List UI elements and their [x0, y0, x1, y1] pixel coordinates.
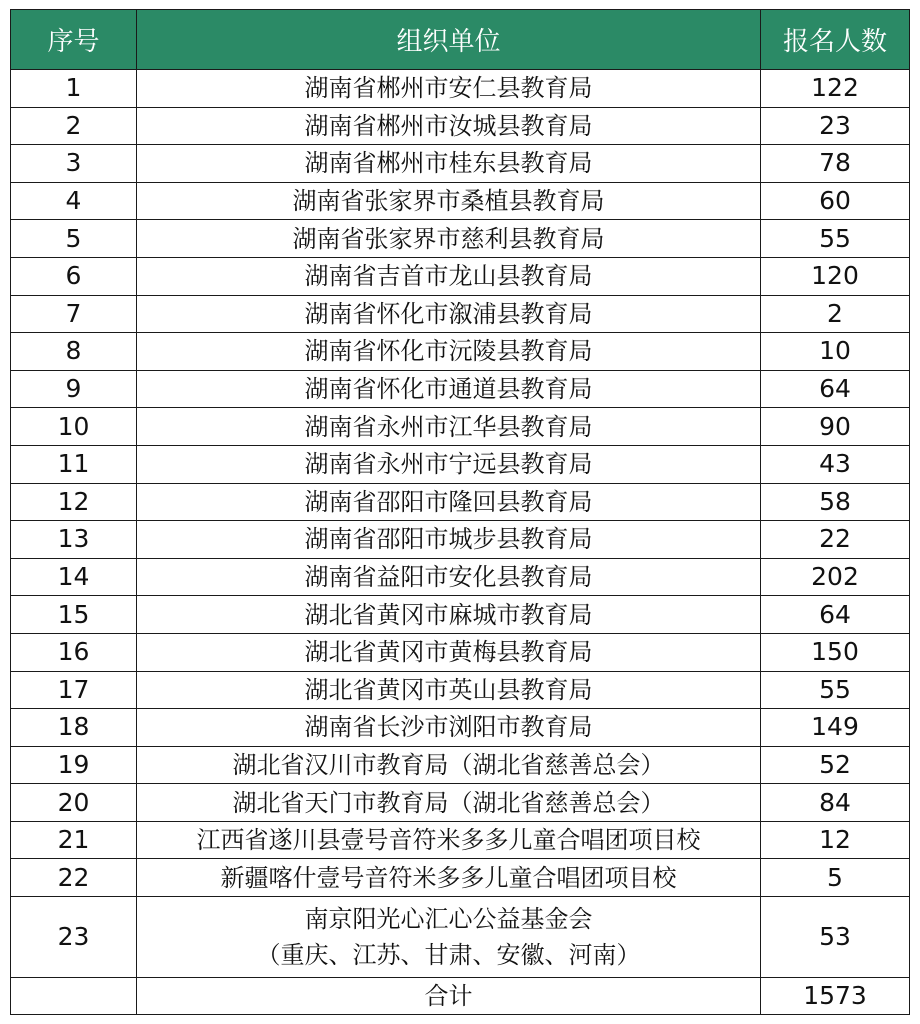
cell-index: 4	[11, 182, 137, 220]
table-row	[11, 633, 910, 671]
cell-org: 湖南省邵阳市城步县教育局	[137, 521, 761, 559]
cell-index: 21	[11, 821, 137, 859]
table-row	[11, 295, 910, 333]
cell-count: 78	[761, 145, 910, 183]
cell-count: 149	[761, 709, 910, 747]
cell-org: 湖南省怀化市溆浦县教育局	[137, 295, 761, 333]
cell-index: 7	[11, 295, 137, 333]
cell-count: 64	[761, 370, 910, 408]
cell-org: 湖南省永州市宁远县教育局	[137, 445, 761, 483]
cell-org: 湖南省怀化市沅陵县教育局	[137, 333, 761, 371]
table-row	[11, 333, 910, 371]
cell-count: 122	[761, 70, 910, 108]
header-index: 序号	[11, 10, 137, 70]
table-row	[11, 107, 910, 145]
registration-table	[10, 9, 910, 1015]
cell-count: 84	[761, 784, 910, 822]
cell-index: 15	[11, 596, 137, 634]
table-row	[11, 445, 910, 483]
table-row	[11, 859, 910, 897]
total-count: 1573	[761, 978, 910, 1015]
cell-index: 20	[11, 784, 137, 822]
table-row	[11, 483, 910, 521]
table-row	[11, 521, 910, 559]
cell-index: 22	[11, 859, 137, 897]
table-row	[11, 671, 910, 709]
cell-org: 湖南省怀化市通道县教育局	[137, 370, 761, 408]
cell-org: 江西省遂川县壹号音符米多多儿童合唱团项目校	[137, 821, 761, 859]
cell-org: 湖北省天门市教育局（湖北省慈善总会）	[137, 784, 761, 822]
table-row	[11, 821, 910, 859]
cell-org-line2: （重庆、江苏、甘肃、安徽、河南）	[256, 941, 641, 970]
cell-index: 5	[11, 220, 137, 258]
cell-org: 湖北省黄冈市黄梅县教育局	[137, 633, 761, 671]
cell-org: 湖南省长沙市浏阳市教育局	[137, 709, 761, 747]
cell-index: 2	[11, 107, 137, 145]
cell-index: 9	[11, 370, 137, 408]
cell-org-line1: 南京阳光心汇心公益基金会	[304, 905, 593, 934]
cell-count: 23	[761, 107, 910, 145]
cell-index: 1	[11, 70, 137, 108]
cell-count: 43	[761, 445, 910, 483]
cell-index: 14	[11, 558, 137, 596]
table-row	[11, 408, 910, 446]
table-row	[11, 596, 910, 634]
table-row	[11, 709, 910, 747]
total-index-empty	[11, 978, 137, 1015]
cell-org: 湖南省吉首市龙山县教育局	[137, 257, 761, 295]
table-row	[11, 182, 910, 220]
table-row	[11, 558, 910, 596]
table-header-row	[11, 10, 910, 70]
total-label: 合计	[137, 978, 761, 1015]
cell-org: 湖南省张家界市桑植县教育局	[137, 182, 761, 220]
cell-count: 52	[761, 746, 910, 784]
header-org: 组织单位	[137, 10, 761, 70]
cell-count: 58	[761, 483, 910, 521]
cell-index: 17	[11, 671, 137, 709]
total-row	[11, 978, 910, 1015]
cell-count: 53	[761, 897, 910, 978]
cell-count: 12	[761, 821, 910, 859]
cell-org	[137, 897, 761, 978]
cell-org: 湖北省黄冈市麻城市教育局	[137, 596, 761, 634]
cell-index: 6	[11, 257, 137, 295]
table-row	[11, 220, 910, 258]
cell-count: 64	[761, 596, 910, 634]
cell-org: 湖南省益阳市安化县教育局	[137, 558, 761, 596]
table-row	[11, 370, 910, 408]
cell-count: 120	[761, 257, 910, 295]
cell-index: 13	[11, 521, 137, 559]
cell-count: 60	[761, 182, 910, 220]
cell-org: 湖南省郴州市桂东县教育局	[137, 145, 761, 183]
cell-org: 湖南省郴州市汝城县教育局	[137, 107, 761, 145]
cell-count: 10	[761, 333, 910, 371]
header-count: 报名人数	[761, 10, 910, 70]
cell-index: 3	[11, 145, 137, 183]
table-row	[11, 145, 910, 183]
cell-count: 150	[761, 633, 910, 671]
cell-count: 55	[761, 220, 910, 258]
cell-index: 19	[11, 746, 137, 784]
table-row	[11, 897, 910, 978]
cell-org: 湖南省邵阳市隆回县教育局	[137, 483, 761, 521]
cell-count: 55	[761, 671, 910, 709]
cell-count: 2	[761, 295, 910, 333]
cell-count: 5	[761, 859, 910, 897]
cell-index: 10	[11, 408, 137, 446]
cell-org: 湖南省永州市江华县教育局	[137, 408, 761, 446]
cell-index: 8	[11, 333, 137, 371]
cell-count: 90	[761, 408, 910, 446]
cell-org: 湖北省汉川市教育局（湖北省慈善总会）	[137, 746, 761, 784]
table-body	[11, 70, 910, 1015]
cell-count: 22	[761, 521, 910, 559]
cell-index: 16	[11, 633, 137, 671]
table-row	[11, 257, 910, 295]
cell-org: 湖南省张家界市慈利县教育局	[137, 220, 761, 258]
cell-org: 新疆喀什壹号音符米多多儿童合唱团项目校	[137, 859, 761, 897]
cell-index: 18	[11, 709, 137, 747]
table-row	[11, 746, 910, 784]
table-row	[11, 784, 910, 822]
table-row	[11, 70, 910, 108]
cell-org: 湖北省黄冈市英山县教育局	[137, 671, 761, 709]
cell-index: 12	[11, 483, 137, 521]
cell-count: 202	[761, 558, 910, 596]
cell-org: 湖南省郴州市安仁县教育局	[137, 70, 761, 108]
cell-index: 11	[11, 445, 137, 483]
cell-index: 23	[11, 897, 137, 978]
